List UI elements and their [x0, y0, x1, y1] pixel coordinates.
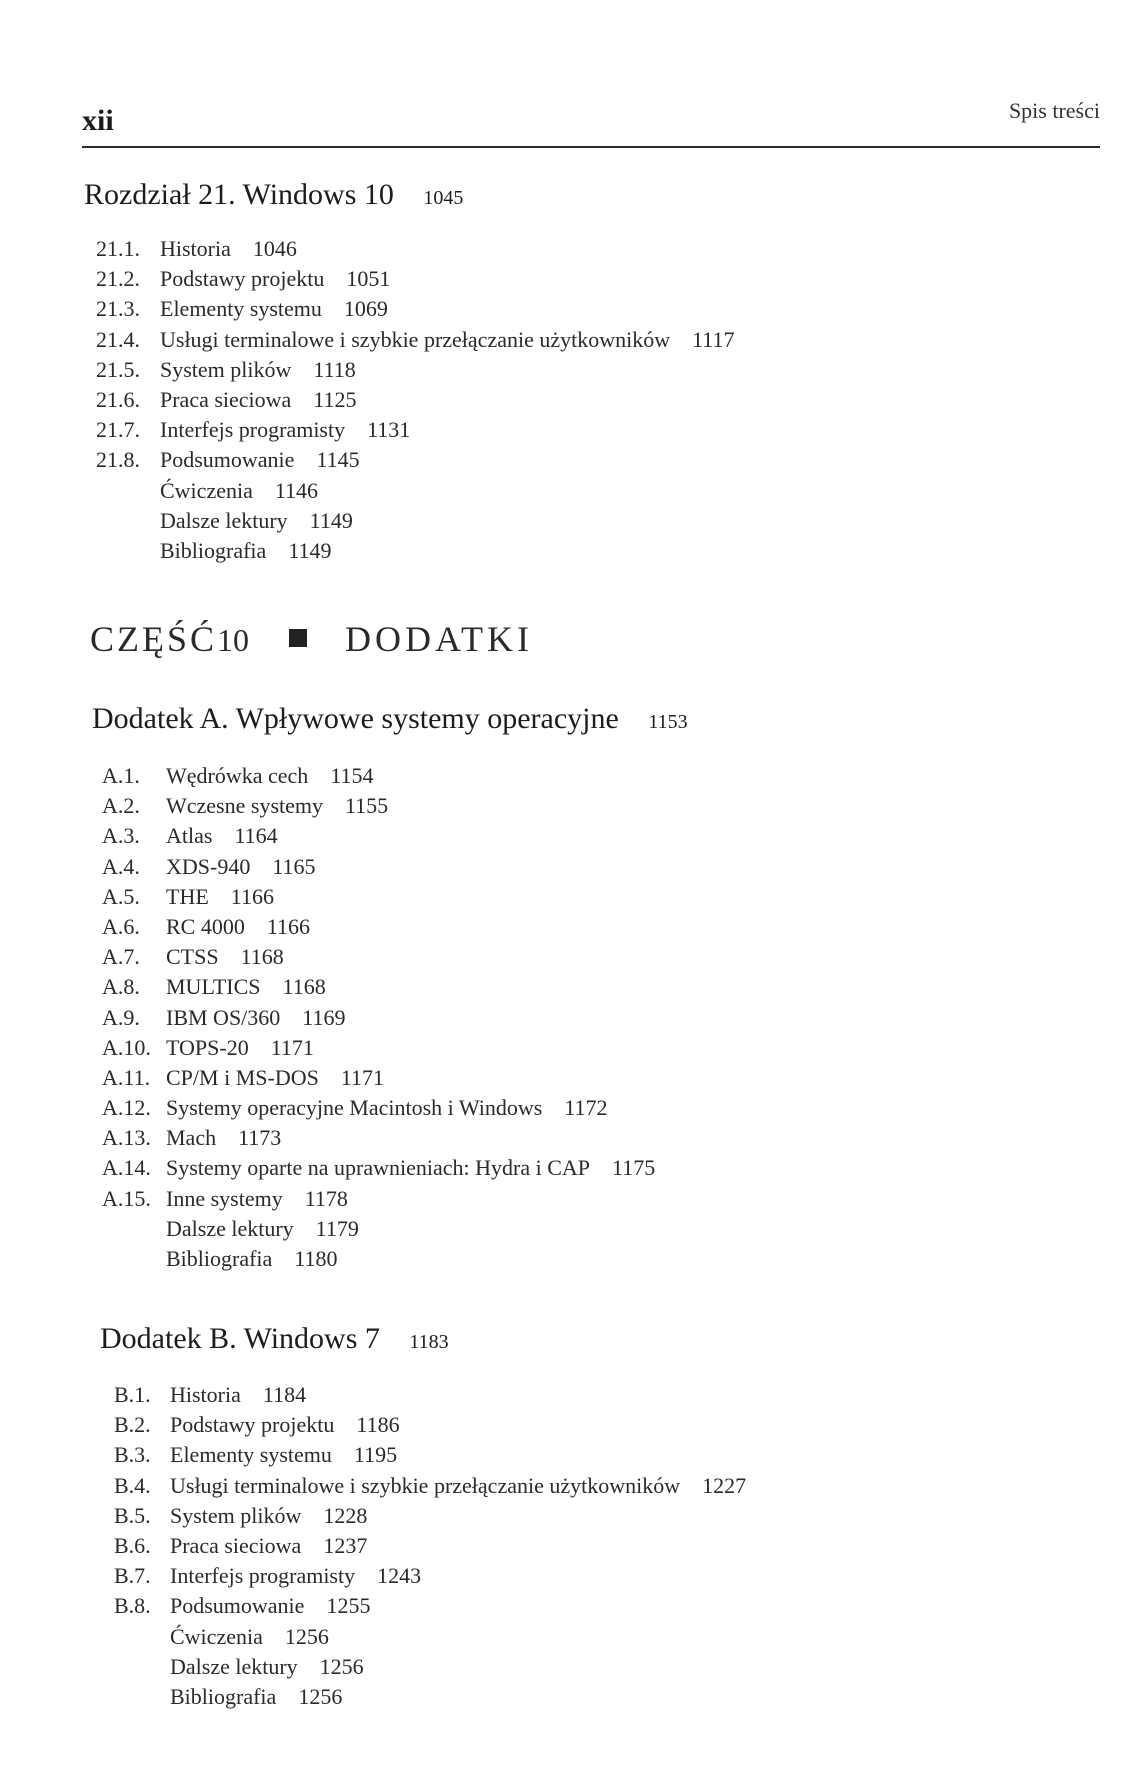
toc-entry-title: IBM OS/360	[166, 1004, 281, 1030]
toc-entry-page: 1117	[692, 326, 735, 352]
toc-entry-title: Inne systemy	[166, 1185, 283, 1211]
toc-entry-page: 1179	[315, 1215, 359, 1241]
toc-entry	[102, 882, 655, 912]
chapter-21-entries	[96, 234, 735, 566]
running-title: Spis treści	[1008, 98, 1100, 123]
toc-entry-number: 21.3.	[96, 296, 140, 322]
toc-entry-number: B.5.	[114, 1502, 151, 1528]
toc-entry	[96, 536, 735, 566]
part-10-heading	[90, 618, 533, 660]
toc-entry	[96, 355, 735, 385]
toc-entry-title: Usługi terminalowe i szybkie przełączanie użytkowników	[170, 1472, 681, 1498]
toc-entry-title: Dalsze lektury	[160, 507, 288, 533]
toc-entry	[102, 1123, 655, 1153]
toc-entry-page: 1173	[238, 1125, 282, 1151]
toc-entry	[114, 1591, 746, 1621]
toc-entry-number: B.4.	[114, 1472, 151, 1498]
toc-entry-page: 1228	[323, 1502, 368, 1528]
toc-entry-page: 1154	[330, 763, 374, 788]
toc-entry	[96, 476, 735, 506]
toc-entry-page: 1256	[298, 1683, 343, 1709]
toc-entry-number: 21.5.	[96, 356, 140, 382]
toc-entry	[114, 1682, 746, 1712]
toc-entry-page: 1145	[316, 447, 360, 473]
toc-entry-title: CP/M i MS-DOS	[166, 1064, 319, 1090]
toc-entry-title: Podstawy projektu	[160, 266, 325, 292]
toc-entry-title: Elementy systemu	[160, 296, 322, 322]
toc-entry	[102, 972, 655, 1002]
toc-entry-number: 21.4.	[96, 326, 140, 352]
toc-entry-title: Historia	[160, 236, 231, 261]
toc-entry-number: 21.8.	[96, 447, 140, 473]
toc-entry-page: 1178	[304, 1185, 348, 1211]
toc-entry-title: Ćwiczenia	[170, 1623, 263, 1649]
part-title: DODATKI	[345, 619, 534, 659]
appendix-b-heading	[100, 1322, 449, 1356]
toc-entry-number: A.11.	[102, 1064, 151, 1090]
toc-entry-number: B.2.	[114, 1412, 151, 1438]
toc-entry	[102, 791, 655, 821]
page-header	[82, 98, 1100, 148]
chapter-page: 1045	[423, 187, 464, 209]
toc-entry-number: A.9.	[102, 1004, 140, 1030]
toc-entry-title: Wędrówka cech	[166, 763, 309, 788]
toc-entry	[96, 415, 735, 445]
toc-entry	[96, 234, 735, 264]
toc-entry	[102, 852, 655, 882]
toc-entry-number: A.10.	[102, 1034, 151, 1060]
toc-entry-title: Dalsze lektury	[170, 1653, 298, 1679]
toc-entry	[96, 294, 735, 324]
toc-entry-page: 1169	[302, 1004, 346, 1030]
toc-entry-page: 1171	[340, 1064, 385, 1090]
toc-entry-page: 1184	[262, 1382, 307, 1407]
toc-entry-number: A.2.	[102, 793, 140, 819]
toc-entry	[102, 1153, 655, 1183]
toc-entry-number: A.13.	[102, 1125, 151, 1151]
toc-entry	[96, 445, 735, 475]
toc-entry-number: A.4.	[102, 853, 140, 879]
toc-entry-page: 1149	[288, 537, 332, 563]
toc-entry-number: A.6.	[102, 913, 140, 939]
toc-entry	[96, 506, 735, 536]
toc-entry-title: RC 4000	[166, 913, 245, 939]
toc-entry-number: B.6.	[114, 1532, 151, 1558]
part-label: CZĘŚĆ	[90, 619, 218, 659]
toc-entry-title: Wczesne systemy	[166, 793, 323, 819]
toc-entry-page: 1243	[377, 1563, 422, 1589]
toc-entry-title: Elementy systemu	[170, 1442, 332, 1468]
toc-entry-page: 1164	[234, 823, 278, 849]
toc-entry	[96, 385, 735, 415]
toc-entry	[102, 1003, 655, 1033]
toc-entry	[102, 912, 655, 942]
appendix-b-entries	[114, 1380, 746, 1712]
toc-entry	[114, 1440, 746, 1470]
toc-entry-title: Mach	[166, 1125, 217, 1151]
toc-entry	[114, 1471, 746, 1501]
toc-entry-page: 1051	[346, 266, 391, 292]
toc-entry-number: 21.7.	[96, 417, 140, 443]
toc-entry-number: 21.1.	[96, 236, 140, 261]
toc-entry	[102, 942, 655, 972]
toc-entry-title: XDS-940	[166, 853, 251, 879]
toc-entry-page: 1237	[323, 1532, 368, 1558]
toc-entry	[102, 1214, 655, 1244]
toc-entry-title: Usługi terminalowe i szybkie przełączanie użytkowników	[160, 326, 671, 352]
toc-entry-title: Bibliografia	[166, 1246, 273, 1271]
toc-entry-page: 1146	[274, 477, 319, 503]
toc-entry-number: A.8.	[102, 974, 140, 1000]
toc-entry	[102, 1244, 655, 1274]
toc-entry-title: Ćwiczenia	[160, 477, 253, 503]
toc-entry-title: Bibliografia	[170, 1683, 277, 1709]
appendix-title: Windows 7	[243, 1322, 380, 1355]
toc-entry-page: 1195	[353, 1442, 398, 1468]
toc-entry-number: A.14.	[102, 1155, 151, 1181]
toc-entry-page: 1069	[343, 296, 388, 322]
toc-entry-page: 1168	[282, 974, 326, 1000]
toc-entry-number: B.3.	[114, 1442, 151, 1468]
toc-entry	[114, 1561, 746, 1591]
toc-entry-page: 1227	[702, 1472, 747, 1498]
toc-entry-page: 1046	[252, 236, 297, 261]
toc-entry-title: Podstawy projektu	[170, 1412, 335, 1438]
toc-entry-title: System plików	[160, 356, 292, 382]
toc-entry-title: TOPS-20	[166, 1034, 249, 1060]
toc-entry-title: Systemy oparte na uprawnieniach: Hydra i CAP	[166, 1155, 591, 1181]
toc-entry-number: A.3.	[102, 823, 140, 849]
appendix-page: 1183	[409, 1331, 449, 1353]
toc-entry-page: 1256	[319, 1653, 364, 1679]
toc-entry	[114, 1410, 746, 1440]
toc-entry-title: Dalsze lektury	[166, 1215, 294, 1241]
appendix-label: Dodatek A.	[92, 702, 229, 735]
toc-entry-number: A.15.	[102, 1185, 151, 1211]
appendix-label: Dodatek B.	[100, 1322, 237, 1355]
toc-entry	[102, 1033, 655, 1063]
toc-entry	[114, 1501, 746, 1531]
appendix-a-entries	[102, 761, 655, 1274]
toc-entry-title: Interfejs programisty	[160, 417, 346, 443]
toc-entry-number: 21.6.	[96, 386, 140, 412]
toc-entry-page: 1168	[240, 944, 284, 970]
toc-entry	[114, 1652, 746, 1682]
toc-entry-page: 1171	[270, 1034, 314, 1060]
toc-entry	[96, 325, 735, 355]
toc-entry-title: Interfejs programisty	[170, 1563, 356, 1589]
toc-entry	[102, 1184, 655, 1214]
square-bullet-icon	[289, 629, 307, 647]
toc-entry-title: Bibliografia	[160, 537, 267, 563]
toc-entry-page: 1256	[284, 1623, 329, 1649]
toc-entry-number: B.8.	[114, 1593, 151, 1619]
toc-entry-page: 1118	[313, 356, 356, 382]
toc-entry-page: 1172	[564, 1095, 608, 1121]
chapter-21-heading	[84, 178, 463, 212]
toc-entry-title: Podsumowanie	[160, 447, 295, 473]
toc-entry-page: 1149	[309, 507, 353, 533]
toc-entry-title: Podsumowanie	[170, 1593, 305, 1619]
toc-entry-page: 1125	[313, 386, 357, 412]
toc-entry-number: B.7.	[114, 1563, 151, 1589]
toc-entry	[114, 1622, 746, 1652]
toc-entry	[102, 761, 655, 791]
toc-entry-title: THE	[166, 883, 209, 909]
toc-entry	[114, 1380, 746, 1410]
part-number: 10	[217, 622, 250, 658]
toc-entry	[102, 1063, 655, 1093]
toc-entry	[96, 264, 735, 294]
toc-entry-page: 1131	[367, 417, 411, 443]
appendix-a-heading	[92, 702, 688, 736]
page-number: xii	[82, 104, 114, 137]
toc-entry-title: Atlas	[166, 823, 213, 849]
toc-entry-number: A.7.	[102, 944, 140, 970]
toc-entry-title: Praca sieciowa	[170, 1532, 302, 1558]
toc-entry-page: 1175	[612, 1155, 656, 1181]
toc-entry-page: 1255	[326, 1593, 371, 1619]
chapter-label: Rozdział 21.	[84, 178, 236, 211]
toc-entry-number: A.5.	[102, 883, 140, 909]
toc-entry-page: 1155	[345, 793, 389, 819]
toc-entry	[102, 1093, 655, 1123]
toc-entry-title: Historia	[170, 1382, 241, 1407]
chapter-title: Windows 10	[242, 178, 394, 211]
appendix-title: Wpływowe systemy operacyjne	[235, 702, 619, 735]
toc-entry-number: B.1.	[114, 1382, 151, 1407]
toc-entry-number: A.1.	[102, 763, 140, 788]
toc-entry-number: 21.2.	[96, 266, 140, 292]
toc-entry-title: System plików	[170, 1502, 302, 1528]
toc-entry-title: Systemy operacyjne Macintosh i Windows	[166, 1095, 543, 1121]
toc-entry-title: MULTICS	[166, 974, 261, 1000]
toc-entry-page: 1180	[294, 1246, 338, 1271]
toc-entry-page: 1165	[272, 853, 316, 879]
toc-entry-title: CTSS	[166, 944, 219, 970]
toc-entry-title: Praca sieciowa	[160, 386, 292, 412]
toc-entry-page: 1166	[266, 913, 311, 939]
toc-entry	[102, 821, 655, 851]
toc-entry-number: A.12.	[102, 1095, 151, 1121]
toc-entry-page: 1186	[356, 1412, 400, 1438]
appendix-page: 1153	[648, 711, 688, 733]
toc-entry	[114, 1531, 746, 1561]
toc-entry-page: 1166	[230, 883, 274, 909]
